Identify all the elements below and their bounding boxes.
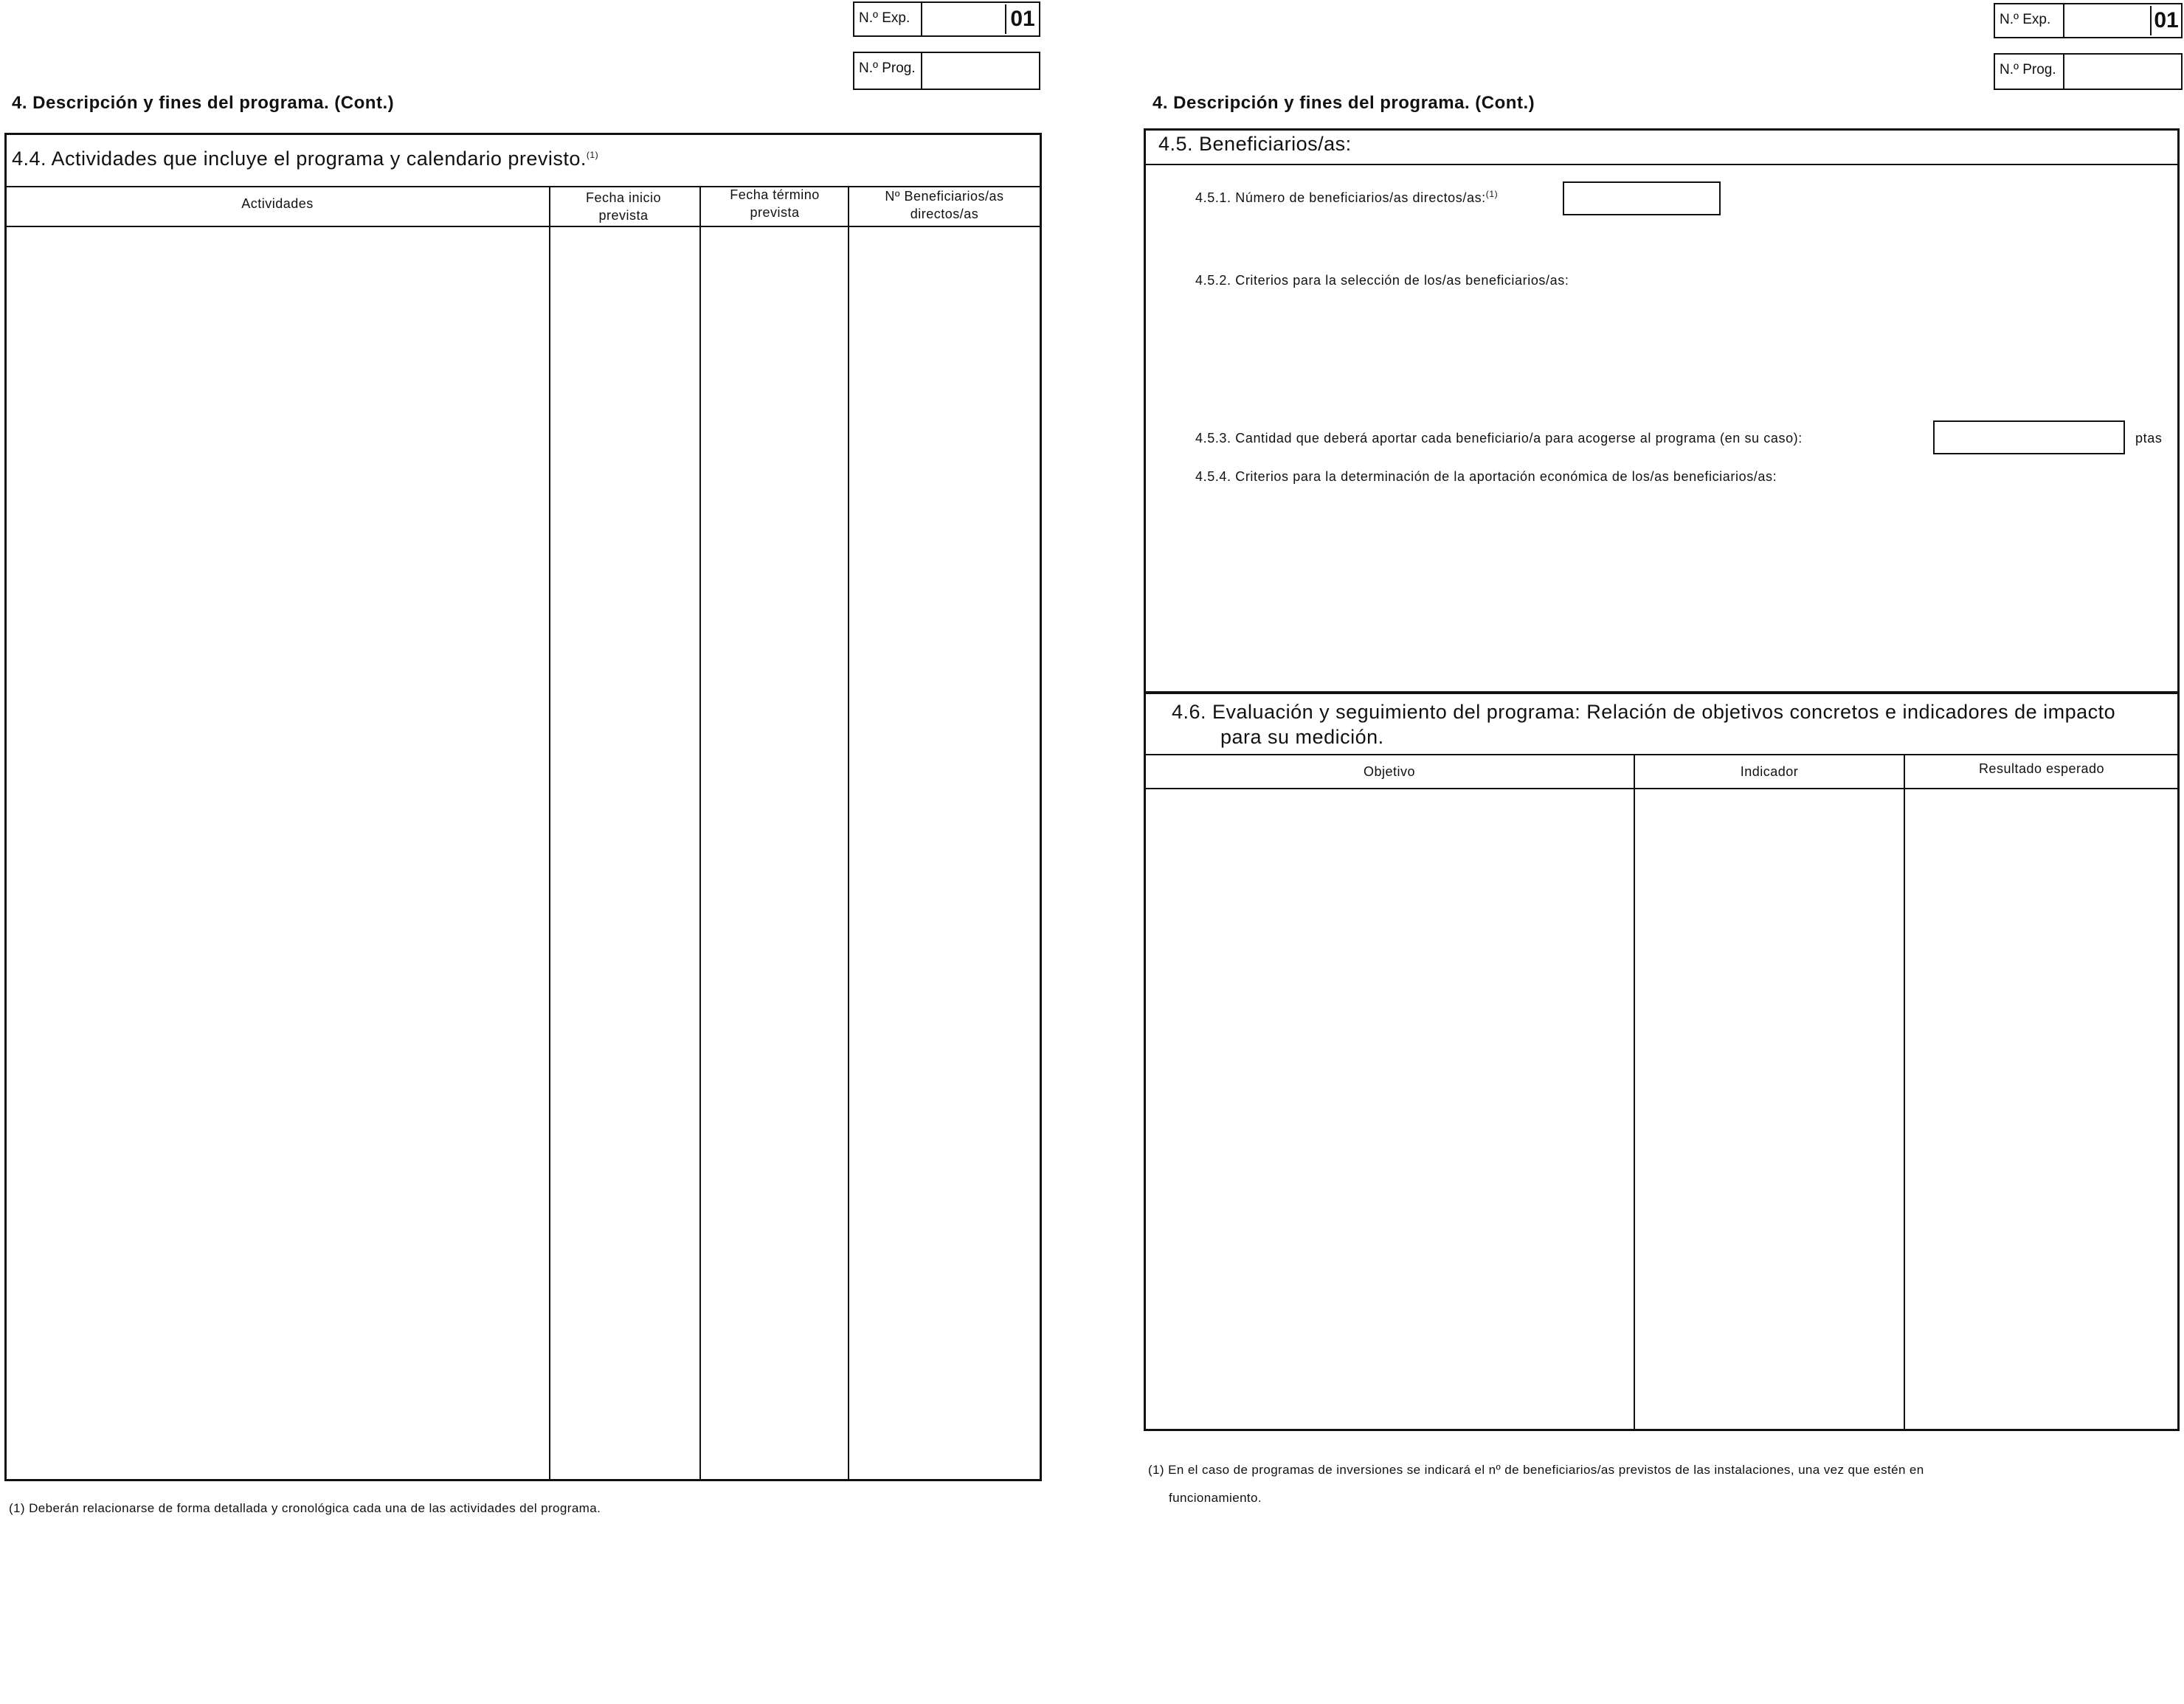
fecha-termino-entry-cell[interactable] — [701, 227, 846, 1478]
exp-number-box — [853, 1, 1040, 37]
right-footnote-line1: (1) En el caso de programas de inversiones se indicará el nº de beneficiarios/as previstos de las instalaciones, una vez que estén en — [1148, 1463, 1924, 1477]
col-header-fecha-termino: Fecha término prevista — [730, 187, 820, 220]
item-4-5-2: 4.5.2. Criterios para la selección de los/as beneficiarios/as: — [1195, 273, 1569, 288]
col-header-fecha-inicio: Fecha inicio prevista — [585, 190, 662, 223]
prog-number-label: N.º Prog. — [2000, 62, 2056, 77]
criterios-aportacion-area[interactable] — [1195, 493, 2154, 685]
ptas-unit: ptas — [2135, 431, 2163, 446]
col-header-indicador: Indicador — [1740, 764, 1799, 779]
exp-number-label: N.º Exp. — [2000, 12, 2051, 27]
item-4-5-1-label: 4.5.1. Número de beneficiarios/as directos/as: — [1195, 190, 1486, 205]
activities-title-note: (1) — [586, 150, 599, 160]
fecha-inicio-entry-cell[interactable] — [550, 227, 698, 1478]
right-footnote-line2: funcionamiento. — [1169, 1491, 1262, 1505]
prog-number-field[interactable] — [2063, 55, 2064, 89]
prog-number-box — [1994, 53, 2183, 90]
evaluacion-header-top-rule — [1144, 754, 2180, 755]
prog-number-label: N.º Prog. — [859, 60, 916, 76]
activities-title-text: 4.4. Actividades que incluye el programa y calendario previsto. — [12, 148, 587, 170]
objetivo-entry-cell[interactable] — [1147, 789, 1632, 1428]
left-footnote: (1) Deberán relacionarse de forma detallada y cronológica cada una de las actividades del programa. — [9, 1501, 601, 1515]
beneficiarios-title: 4.5. Beneficiarios/as: — [1158, 133, 1352, 155]
resultado-entry-cell[interactable] — [1907, 789, 2177, 1428]
section-heading: 4. Descripción y fines del programa. (Cont.) — [1153, 93, 1535, 113]
item-4-5-3: 4.5.3. Cantidad que deberá aportar cada beneficiario/a para acogerse al programa (en su caso): — [1195, 431, 1803, 446]
indicador-entry-cell[interactable] — [1637, 789, 1902, 1428]
col-header-beneficiarios: Nº Beneficiarios/as directos/as — [885, 189, 1004, 221]
item-4-5-1 — [1195, 189, 1498, 206]
item-4-5-4: 4.5.4. Criterios para la determinación de la aportación económica de los/as beneficiarios/as: — [1195, 469, 1777, 484]
col-header-objetivo: Objetivo — [1363, 764, 1416, 779]
prog-number-field[interactable] — [921, 53, 922, 89]
exp-number-label: N.º Exp. — [859, 10, 910, 26]
exp-number-value[interactable]: 01 — [2150, 6, 2181, 35]
prog-number-box — [853, 52, 1040, 90]
col-header-actividades: Actividades — [241, 196, 314, 211]
item-4-5-1-note: (1) — [1485, 189, 1499, 199]
beneficiarios-title-rule — [1144, 164, 2180, 165]
evaluacion-title-line1: 4.6. Evaluación y seguimiento del programa: Relación de objetivos concretos e indicadores de impacto — [1172, 701, 2116, 723]
activities-entry-cell[interactable] — [6, 227, 547, 1478]
num-beneficiarios-input[interactable] — [1563, 181, 1721, 215]
evaluacion-title-line2: para su medición. — [1220, 726, 1384, 748]
col-header-resultado: Resultado esperado — [1978, 761, 2105, 776]
evaluacion-col-divider-1 — [1634, 754, 1635, 1430]
exp-number-box — [1994, 3, 2183, 38]
beneficiarios-entry-cell[interactable] — [849, 227, 1040, 1478]
activities-box-title — [12, 148, 598, 170]
cantidad-input[interactable] — [1933, 420, 2125, 454]
exp-number-value[interactable]: 01 — [1005, 4, 1039, 34]
criterios-seleccion-area[interactable] — [1195, 295, 2154, 413]
evaluacion-col-divider-2 — [1904, 754, 1905, 1430]
section-heading: 4. Descripción y fines del programa. (Cont.) — [12, 93, 395, 113]
